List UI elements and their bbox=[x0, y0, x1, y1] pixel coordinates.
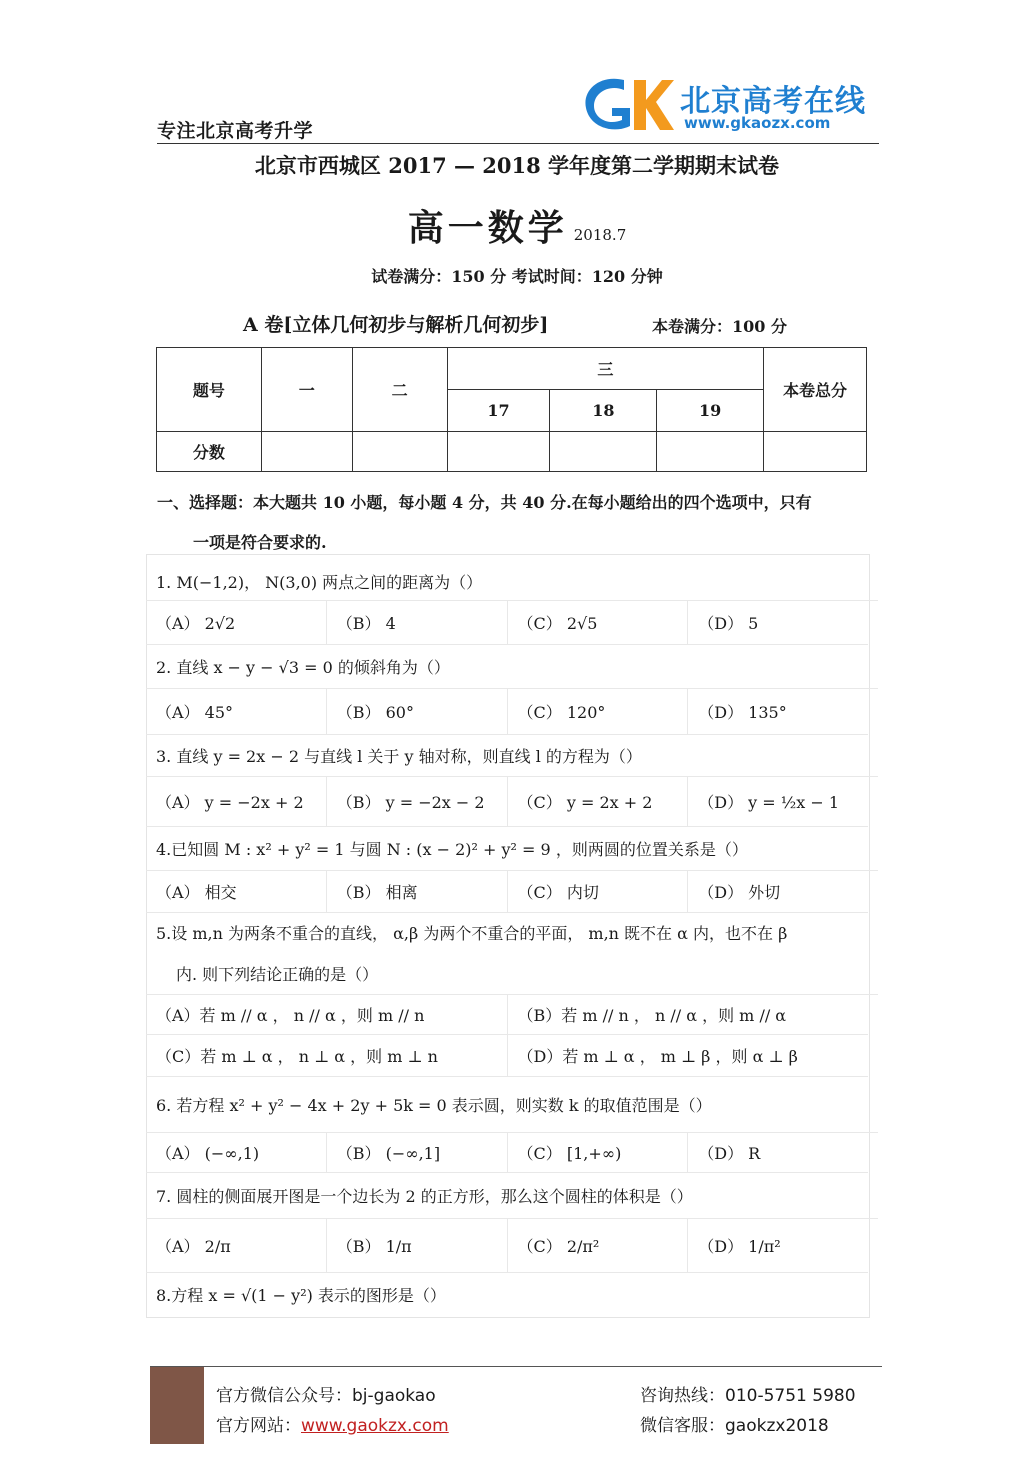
q3-option-c[interactable]: （C） y = 2x + 2 bbox=[508, 776, 689, 826]
q7-option-b[interactable]: （B） 1/π bbox=[327, 1218, 508, 1272]
q3-option-a[interactable]: （A） y = −2x + 2 bbox=[146, 776, 327, 826]
q4-option-d[interactable]: （D） 外切 bbox=[698, 882, 781, 902]
footer-wechat: 官方微信公众号：bj-gaokao bbox=[216, 1386, 436, 1406]
q5-option-d[interactable]: （D）若 m ⊥ α ， m ⊥ β ，则 α ⊥ β bbox=[517, 1046, 798, 1066]
site-logo[interactable] bbox=[580, 72, 880, 136]
q6-option-a[interactable]: （A） (−∞,1) bbox=[146, 1132, 327, 1172]
footer-service: 微信客服：gaokzx2018 bbox=[640, 1416, 829, 1436]
q6-option-b[interactable]: （B） (−∞,1] bbox=[327, 1132, 508, 1172]
question-4-stem: 4.已知圆 M : x² + y² = 1 与圆 N : (x − 2)² + y² = 9 ，则两圆的位置关系是（） bbox=[146, 826, 878, 871]
q1-option-a[interactable]: （A） 2√2 bbox=[146, 600, 327, 644]
logo-name: 北京高考在线 bbox=[680, 84, 866, 119]
q1-option-c[interactable]: （C） 2√5 bbox=[508, 600, 689, 644]
q7-option-c[interactable]: （C） 2/π² bbox=[508, 1218, 689, 1272]
header-q18: 18 bbox=[550, 390, 657, 432]
question-1-stem: 1. M(−1,2)， N(3,0) 两点之间的距离为（） bbox=[146, 562, 878, 601]
q7-option-d[interactable]: （D） 1/π² bbox=[698, 1236, 781, 1256]
score-table bbox=[156, 347, 867, 472]
q3-option-b[interactable]: （B） y = −2x − 2 bbox=[327, 776, 508, 826]
footer-site bbox=[216, 1411, 449, 1436]
logo-url: www.gkaozx.com bbox=[684, 114, 831, 132]
question-1-options bbox=[146, 600, 868, 645]
footer-divider bbox=[150, 1366, 882, 1367]
q4-option-b[interactable]: （B） 相离 bbox=[327, 870, 508, 912]
header-part-two: 二 bbox=[352, 348, 447, 432]
score-cell[interactable] bbox=[352, 432, 447, 472]
q5-option-a[interactable]: （A）若 m // α ， n // α ，则 m // n bbox=[146, 994, 508, 1034]
footer-site-label: 官方网站： bbox=[216, 1416, 301, 1436]
section-a-score: 本卷满分：100 分 bbox=[652, 317, 787, 336]
question-3-options bbox=[146, 776, 868, 827]
q2-option-b[interactable]: （B） 60° bbox=[327, 688, 508, 734]
q1-option-d[interactable]: （D） 5 bbox=[698, 613, 759, 633]
exam-date: 2018.7 bbox=[573, 226, 627, 244]
q6-option-d[interactable]: （D） R bbox=[698, 1143, 761, 1163]
part-one-instructions bbox=[157, 483, 882, 563]
score-cell[interactable] bbox=[657, 432, 764, 472]
question-4-options bbox=[146, 870, 868, 913]
q6-option-c[interactable]: （C） [1,+∞) bbox=[508, 1132, 689, 1172]
header-slogan: 专注北京高考升学 bbox=[157, 120, 314, 142]
question-6-stem: 6. 若方程 x² + y² − 4x + 2y + 5k = 0 表示圆，则实数 k 的取值范围是（） bbox=[146, 1076, 878, 1133]
part-one-line-1: 一、选择题：本大题共 10 小题，每小题 4 分，共 40 分.在每小题给出的四个选项中，只有 bbox=[157, 493, 812, 512]
score-cell[interactable] bbox=[764, 432, 867, 472]
header-q17: 17 bbox=[447, 390, 550, 432]
question-7-stem: 7. 圆柱的侧面展开图是一个边长为 2 的正方形，那么这个圆柱的体积是（） bbox=[146, 1172, 878, 1219]
header-part-one: 一 bbox=[261, 348, 352, 432]
subject-line bbox=[0, 200, 1034, 251]
q5-option-b[interactable]: （B）若 m // n ， n // α ，则 m // α bbox=[517, 1005, 787, 1025]
header-part-three: 三 bbox=[447, 348, 764, 390]
header-q19: 19 bbox=[657, 390, 764, 432]
footer-color-block bbox=[150, 1367, 204, 1444]
question-7-options bbox=[146, 1218, 868, 1273]
header-divider bbox=[157, 143, 879, 144]
question-5-stem-cont: 内. 则下列结论正确的是（） bbox=[146, 952, 878, 995]
question-6-options bbox=[146, 1132, 868, 1173]
gk-logo-icon bbox=[580, 72, 674, 136]
score-cell[interactable] bbox=[447, 432, 550, 472]
footer-site-link[interactable]: www.gaokzx.com bbox=[301, 1416, 449, 1436]
score-time-line: 试卷满分：150 分 考试时间：120 分钟 bbox=[371, 267, 663, 286]
q4-option-c[interactable]: （C） 内切 bbox=[508, 870, 689, 912]
q4-option-a[interactable]: （A） 相交 bbox=[146, 870, 327, 912]
subject-title: 高一数学 bbox=[407, 208, 568, 249]
section-a-title: A 卷[立体几何初步与解析几何初步] bbox=[243, 314, 549, 336]
question-5-options-ab bbox=[146, 994, 868, 1035]
header-number: 题号 bbox=[157, 348, 262, 432]
q1-option-b[interactable]: （B） 4 bbox=[327, 600, 508, 644]
score-cell[interactable] bbox=[550, 432, 657, 472]
q2-option-a[interactable]: （A） 45° bbox=[146, 688, 327, 734]
part-one-line-2: 一项是符合要求的. bbox=[193, 533, 327, 552]
question-2-options bbox=[146, 688, 868, 735]
exam-title: 北京市西城区 2017 — 2018 学年度第二学期期末试卷 bbox=[254, 153, 780, 178]
q5-option-c[interactable]: （C）若 m ⊥ α ， n ⊥ α ，则 m ⊥ n bbox=[146, 1034, 508, 1076]
footer-hotline: 咨询热线：010-5751 5980 bbox=[640, 1386, 856, 1406]
question-3-stem: 3. 直线 y = 2x − 2 与直线 l 关于 y 轴对称，则直线 l 的方程为（） bbox=[146, 734, 878, 777]
question-5-options-cd bbox=[146, 1034, 868, 1077]
score-cell[interactable] bbox=[261, 432, 352, 472]
q2-option-c[interactable]: （C） 120° bbox=[508, 688, 689, 734]
header-total: 本卷总分 bbox=[764, 348, 867, 432]
q2-option-d[interactable]: （D） 135° bbox=[698, 702, 787, 722]
question-2-stem: 2. 直线 x − y − √3 = 0 的倾斜角为（） bbox=[146, 644, 878, 689]
question-8-stem: 8.方程 x = √(1 − y²) 表示的图形是（） bbox=[156, 1285, 446, 1305]
q7-option-a[interactable]: （A） 2/π bbox=[146, 1218, 327, 1272]
q3-option-d[interactable]: （D） y = ½x − 1 bbox=[698, 792, 840, 812]
question-5-stem: 5.设 m,n 为两条不重合的直线， α,β 为两个不重合的平面， m,n 既不在 α 内，也不在 β bbox=[156, 923, 788, 943]
row-score-label: 分数 bbox=[157, 432, 262, 472]
